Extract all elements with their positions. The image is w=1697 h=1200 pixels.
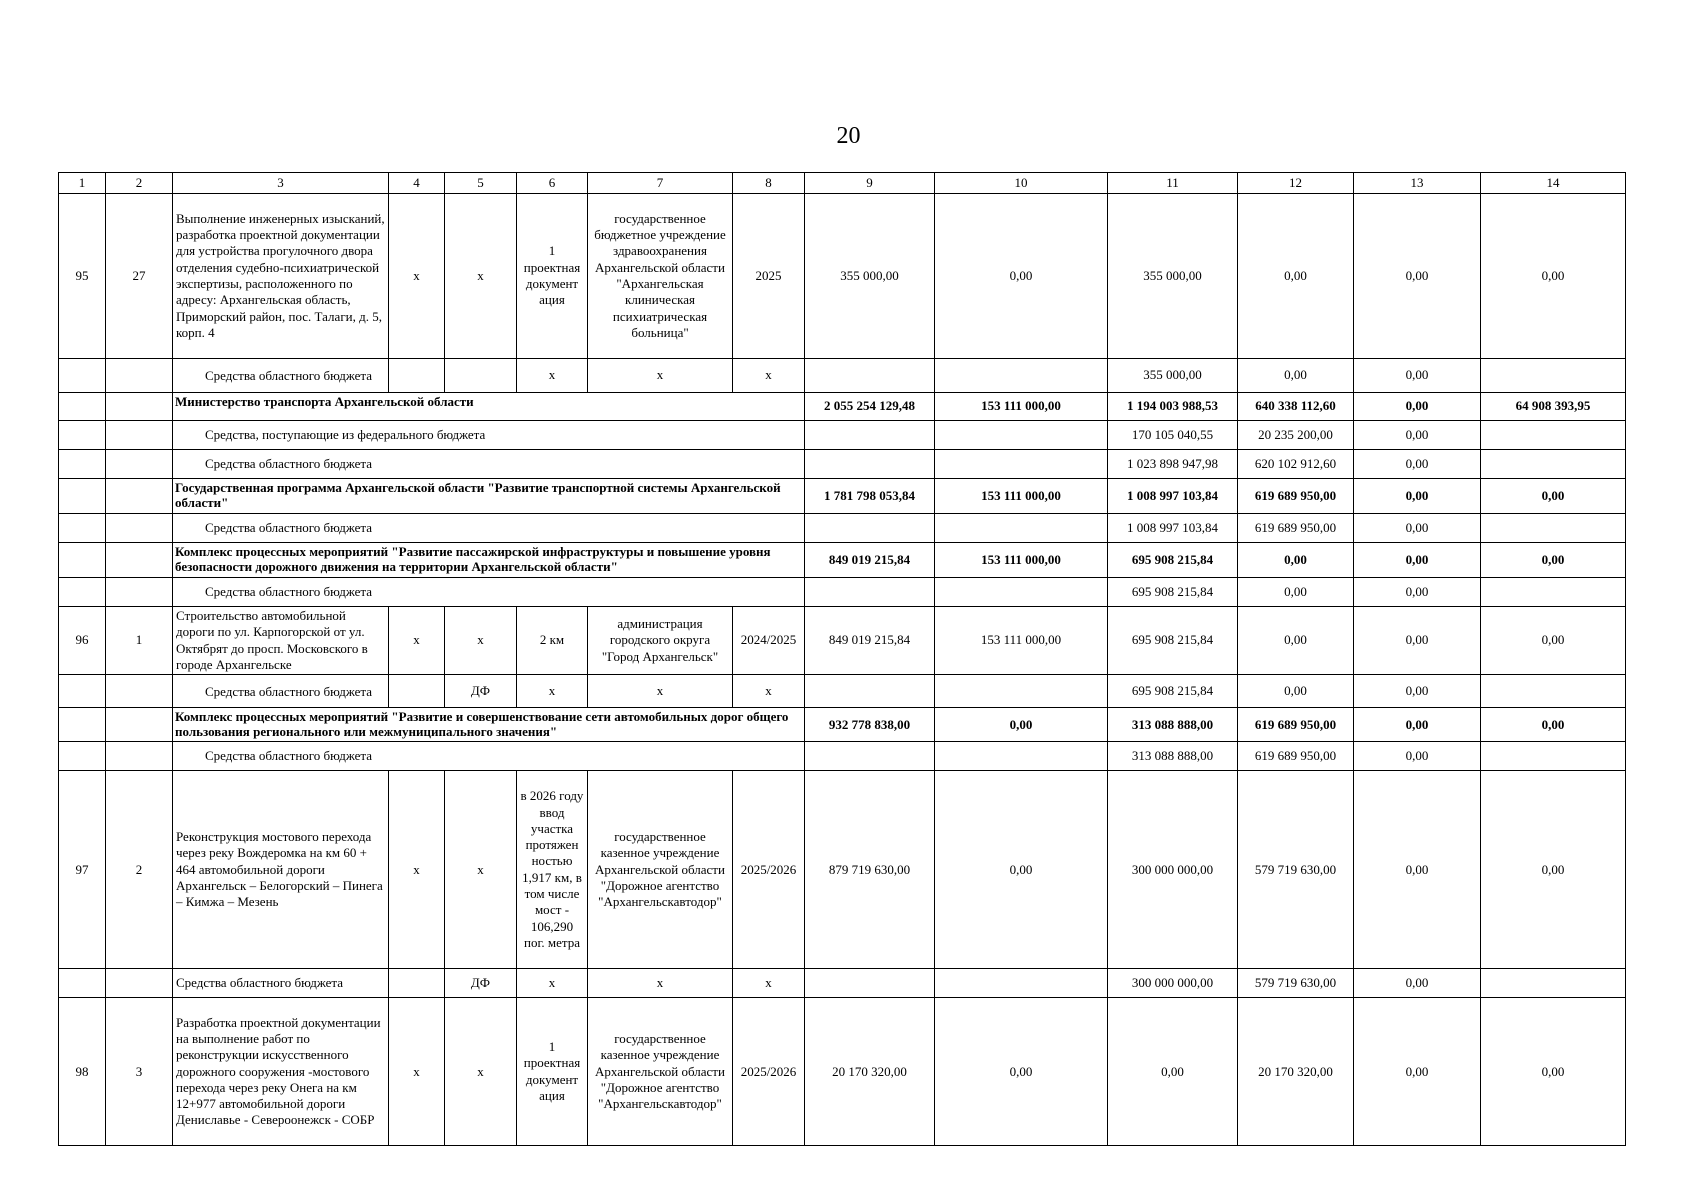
cell-5: х [445, 607, 517, 675]
amount-10: 153 111 000,00 [935, 607, 1108, 675]
amount-14: 64 908 393,95 [1481, 393, 1626, 421]
amount-11: 300 000 000,00 [1108, 771, 1238, 969]
column-header: 5 [445, 173, 517, 194]
amount-11: 1 023 898 947,98 [1108, 450, 1238, 479]
amount-total: 849 019 215,84 [805, 607, 935, 675]
cell-8: х [733, 969, 805, 998]
amount-12: 579 719 630,00 [1238, 969, 1354, 998]
cell-7: х [588, 675, 733, 708]
amount-11: 1 008 997 103,84 [1108, 479, 1238, 514]
amount-14: 0,00 [1481, 194, 1626, 359]
sub-number: 3 [106, 998, 173, 1146]
amount-11: 355 000,00 [1108, 194, 1238, 359]
period: 2024/2025 [733, 607, 805, 675]
cell-6: х [517, 359, 588, 393]
amount-13: 0,00 [1354, 194, 1481, 359]
amount-11: 695 908 215,84 [1108, 578, 1238, 607]
amount-12: 619 689 950,00 [1238, 742, 1354, 771]
funding-source: Средства областного бюджета [173, 969, 389, 998]
cell-4: х [389, 607, 445, 675]
object-name: Строительство автомобильной дороги по ул. Карпогорской от ул. Октябрят до просп. Московского в городе Архангельске [173, 607, 389, 675]
sub-number: 27 [106, 194, 173, 359]
table-row [59, 998, 1626, 1146]
row-number: 98 [59, 998, 106, 1146]
amount-10: 153 111 000,00 [935, 543, 1108, 578]
amount-12: 579 719 630,00 [1238, 771, 1354, 969]
cell-8: х [733, 675, 805, 708]
funding-source: Средства областного бюджета [173, 359, 389, 393]
amount-12: 620 102 912,60 [1238, 450, 1354, 479]
cell-4: х [389, 771, 445, 969]
cell-6: х [517, 675, 588, 708]
amount-13: 0,00 [1354, 514, 1481, 543]
cell-4: х [389, 998, 445, 1146]
table-row [59, 742, 1626, 771]
column-header: 6 [517, 173, 588, 194]
cell-5: ДФ [445, 969, 517, 998]
amount-11: 300 000 000,00 [1108, 969, 1238, 998]
amount-12: 0,00 [1238, 543, 1354, 578]
amount-13: 0,00 [1354, 421, 1481, 450]
cell-6: 1 проектная документ ация [517, 998, 588, 1146]
funding-source: Средства областного бюджета [173, 742, 805, 771]
table-row [59, 194, 1626, 359]
amount-12: 640 338 112,60 [1238, 393, 1354, 421]
column-header: 13 [1354, 173, 1481, 194]
cell-5: х [445, 998, 517, 1146]
amount-12: 0,00 [1238, 578, 1354, 607]
amount-13: 0,00 [1354, 393, 1481, 421]
column-header: 9 [805, 173, 935, 194]
section-title: Комплекс процессных мероприятий "Развитие и совершенствование сети автомобильных дорог общего пользования регионального или межмуниципального значения" [173, 708, 805, 742]
sub-number: 1 [106, 607, 173, 675]
amount-11: 313 088 888,00 [1108, 742, 1238, 771]
responsible-org: администрация городского округа "Город Архангельск" [588, 607, 733, 675]
period: 2025/2026 [733, 771, 805, 969]
cell-4: х [389, 194, 445, 359]
amount-11: 695 908 215,84 [1108, 675, 1238, 708]
amount-10: 0,00 [935, 194, 1108, 359]
amount-10: 153 111 000,00 [935, 393, 1108, 421]
amount-13: 0,00 [1354, 969, 1481, 998]
column-number-row [59, 173, 1626, 194]
table-row [59, 969, 1626, 998]
responsible-org: государственное бюджетное учреждение здравоохранения Архангельской области "Архангельская клиническая психиатрическая больница" [588, 194, 733, 359]
table-row [59, 450, 1626, 479]
funding-source: Средства областного бюджета [173, 450, 805, 479]
amount-11: 0,00 [1108, 998, 1238, 1146]
amount-13: 0,00 [1354, 742, 1481, 771]
period: 2025/2026 [733, 998, 805, 1146]
amount-total: 849 019 215,84 [805, 543, 935, 578]
object-name: Разработка проектной документации на выполнение работ по реконструкции искусственного дорожного сооружения -мостового перехода через реку Онега на км 12+977 автомобильной дороги Дениславье - Североонежск - СОБР [173, 998, 389, 1146]
cell-6: в 2026 году ввод участка протяжен ностью 1,917 км, в том числе мост - 106,290 пог. метра [517, 771, 588, 969]
table-row [59, 771, 1626, 969]
funding-source: Средства областного бюджета [173, 675, 389, 708]
amount-10: 0,00 [935, 998, 1108, 1146]
funding-source: Средства областного бюджета [173, 514, 805, 543]
amount-12: 619 689 950,00 [1238, 708, 1354, 742]
amount-10: 153 111 000,00 [935, 479, 1108, 514]
amount-13: 0,00 [1354, 675, 1481, 708]
amount-total: 2 055 254 129,48 [805, 393, 935, 421]
table-row [59, 514, 1626, 543]
amount-12: 0,00 [1238, 194, 1354, 359]
cell-5: х [445, 194, 517, 359]
funding-source: Средства, поступающие из федерального бюджета [173, 421, 805, 450]
column-header: 12 [1238, 173, 1354, 194]
amount-11: 1 008 997 103,84 [1108, 514, 1238, 543]
amount-13: 0,00 [1354, 607, 1481, 675]
cell-6: 2 км [517, 607, 588, 675]
amount-14: 0,00 [1481, 998, 1626, 1146]
table-row [59, 393, 1626, 421]
amount-13: 0,00 [1354, 359, 1481, 393]
amount-13: 0,00 [1354, 543, 1481, 578]
amount-12: 20 170 320,00 [1238, 998, 1354, 1146]
amount-13: 0,00 [1354, 708, 1481, 742]
table-row [59, 359, 1626, 393]
column-header: 1 [59, 173, 106, 194]
amount-10: 0,00 [935, 708, 1108, 742]
column-header: 2 [106, 173, 173, 194]
amount-11: 355 000,00 [1108, 359, 1238, 393]
cell-7: х [588, 969, 733, 998]
section-title: Комплекс процессных мероприятий "Развитие пассажирской инфраструктуры и повышение уровня безопасности дорожного движения на территории Архангельской области" [173, 543, 805, 578]
row-number: 96 [59, 607, 106, 675]
amount-12: 0,00 [1238, 675, 1354, 708]
amount-11: 695 908 215,84 [1108, 607, 1238, 675]
table-row [59, 479, 1626, 514]
row-number: 95 [59, 194, 106, 359]
object-name: Реконструкция мостового перехода через реку Вождеромка на км 60 + 464 автомобильной дороги Архангельск – Белогорский – Пинега – Кимжа – Мезень [173, 771, 389, 969]
column-header: 10 [935, 173, 1108, 194]
section-title: Государственная программа Архангельской области "Развитие транспортной системы Архангельской области" [173, 479, 805, 514]
amount-11: 1 194 003 988,53 [1108, 393, 1238, 421]
amount-13: 0,00 [1354, 771, 1481, 969]
column-header: 14 [1481, 173, 1626, 194]
amount-12: 619 689 950,00 [1238, 514, 1354, 543]
amount-total: 20 170 320,00 [805, 998, 935, 1146]
amount-13: 0,00 [1354, 479, 1481, 514]
column-header: 8 [733, 173, 805, 194]
cell-5: ДФ [445, 675, 517, 708]
funding-source: Средства областного бюджета [173, 578, 805, 607]
amount-13: 0,00 [1354, 450, 1481, 479]
amount-12: 20 235 200,00 [1238, 421, 1354, 450]
budget-table [58, 172, 1626, 1146]
column-header: 7 [588, 173, 733, 194]
page-number: 20 [836, 123, 861, 149]
table-row [59, 607, 1626, 675]
amount-14: 0,00 [1481, 708, 1626, 742]
amount-10: 0,00 [935, 771, 1108, 969]
table-row [59, 578, 1626, 607]
column-header: 4 [389, 173, 445, 194]
object-name: Выполнение инженерных изысканий, разработка проектной документации для устройства прогулочного двора отделения судебно-психиатрической экспертизы, расположенного по адресу: Архангельская область, Приморский район, пос. Талаги, д. 5, корп. 4 [173, 194, 389, 359]
period: 2025 [733, 194, 805, 359]
table-row [59, 708, 1626, 742]
amount-14: 0,00 [1481, 771, 1626, 969]
cell-7: х [588, 359, 733, 393]
row-number: 97 [59, 771, 106, 969]
responsible-org: государственное казенное учреждение Архангельской области "Дорожное агентство "Архангельскавтодор" [588, 998, 733, 1146]
amount-12: 619 689 950,00 [1238, 479, 1354, 514]
amount-total: 1 781 798 053,84 [805, 479, 935, 514]
cell-8: х [733, 359, 805, 393]
table-row [59, 421, 1626, 450]
amount-13: 0,00 [1354, 998, 1481, 1146]
cell-5: х [445, 771, 517, 969]
column-header: 3 [173, 173, 389, 194]
amount-total: 355 000,00 [805, 194, 935, 359]
amount-12: 0,00 [1238, 359, 1354, 393]
amount-11: 170 105 040,55 [1108, 421, 1238, 450]
sub-number: 2 [106, 771, 173, 969]
amount-11: 695 908 215,84 [1108, 543, 1238, 578]
amount-total: 879 719 630,00 [805, 771, 935, 969]
table-row [59, 543, 1626, 578]
amount-14: 0,00 [1481, 543, 1626, 578]
table-row [59, 675, 1626, 708]
cell-6: х [517, 969, 588, 998]
amount-12: 0,00 [1238, 607, 1354, 675]
amount-14: 0,00 [1481, 479, 1626, 514]
amount-14: 0,00 [1481, 607, 1626, 675]
amount-13: 0,00 [1354, 578, 1481, 607]
section-title: Министерство транспорта Архангельской области [173, 393, 805, 421]
responsible-org: государственное казенное учреждение Архангельской области "Дорожное агентство "Архангельскавтодор" [588, 771, 733, 969]
amount-total: 932 778 838,00 [805, 708, 935, 742]
cell-6: 1 проектная документ ация [517, 194, 588, 359]
column-header: 11 [1108, 173, 1238, 194]
amount-11: 313 088 888,00 [1108, 708, 1238, 742]
